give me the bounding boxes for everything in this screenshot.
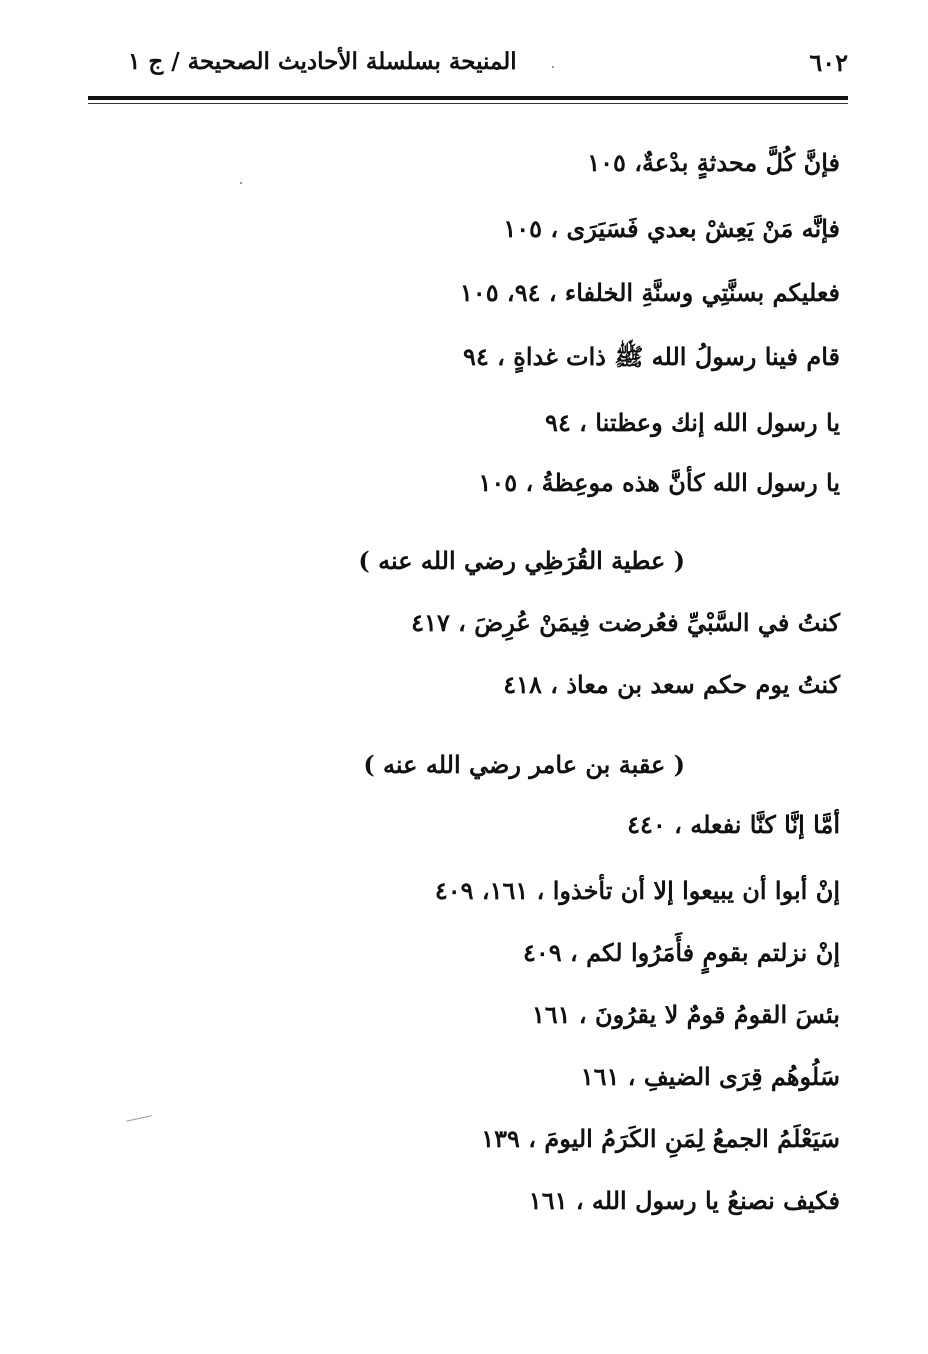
- index-entry: إنْ نزلتم بقومٍ فأَمَرُوا لكم ، ٤٠٩: [522, 938, 840, 967]
- header-rule-thick: [88, 96, 848, 100]
- index-entry: كنتُ في السَّبْيِّ فعُرضت فِيمَنْ عُرِضَ ، ٤١٧: [411, 608, 840, 637]
- section-heading: ( عقبة بن عامر رضي الله عنه ): [363, 750, 685, 779]
- index-entry: قام فينا رسولُ الله ﷺ ذات غداةٍ ، ٩٤: [463, 342, 840, 371]
- index-entry: فإنَّه مَنْ يَعِشْ بعدي فَسَيَرَى ، ١٠٥: [503, 214, 840, 243]
- scan-mark: [240, 182, 242, 184]
- index-entry: كنتُ يوم حكم سعد بن معاذ ، ٤١٨: [503, 670, 840, 699]
- index-entry: فعليكم بسنَّتِي وسنَّةِ الخلفاء ، ٩٤، ١٠٥: [459, 278, 840, 307]
- page-header: [88, 42, 848, 90]
- index-entry: أمَّا إنَّا كنَّا نفعله ، ٤٤٠: [627, 810, 840, 839]
- index-entry: يا رسول الله إنك وعظتنا ، ٩٤: [545, 408, 840, 437]
- book-title: المنيحة بسلسلة الأحاديث الصحيحة / ج ١: [128, 48, 517, 75]
- index-entry: سَيَعْلَمُ الجمعُ لِمَنِ الكَرَمُ اليومَ ، ١٣٩: [481, 1124, 840, 1153]
- scan-mark: [126, 1115, 152, 1121]
- scan-mark: [552, 66, 554, 68]
- index-entry: فإنَّ كُلَّ محدثةٍ بدْعةٌ، ١٠٥: [587, 148, 840, 177]
- page-number: ٦٠٢: [809, 48, 848, 77]
- index-entry: فكيف نصنعُ يا رسول الله ، ١٦١: [528, 1186, 840, 1215]
- index-entry: سَلُوهُم قِرَى الضيفِ ، ١٦١: [580, 1062, 840, 1091]
- index-entry: بئسَ القومُ قومٌ لا يقرُونَ ، ١٦١: [531, 1000, 840, 1029]
- index-entry: إنْ أبوا أن يبيعوا إلا أن تأخذوا ، ١٦١، ٤٠٩: [434, 876, 840, 905]
- index-entry: يا رسول الله كأنَّ هذه موعِظةُ ، ١٠٥: [478, 468, 840, 497]
- header-rule-thin: [88, 103, 848, 104]
- section-heading: ( عطية القُرَظِي رضي الله عنه ): [358, 546, 685, 575]
